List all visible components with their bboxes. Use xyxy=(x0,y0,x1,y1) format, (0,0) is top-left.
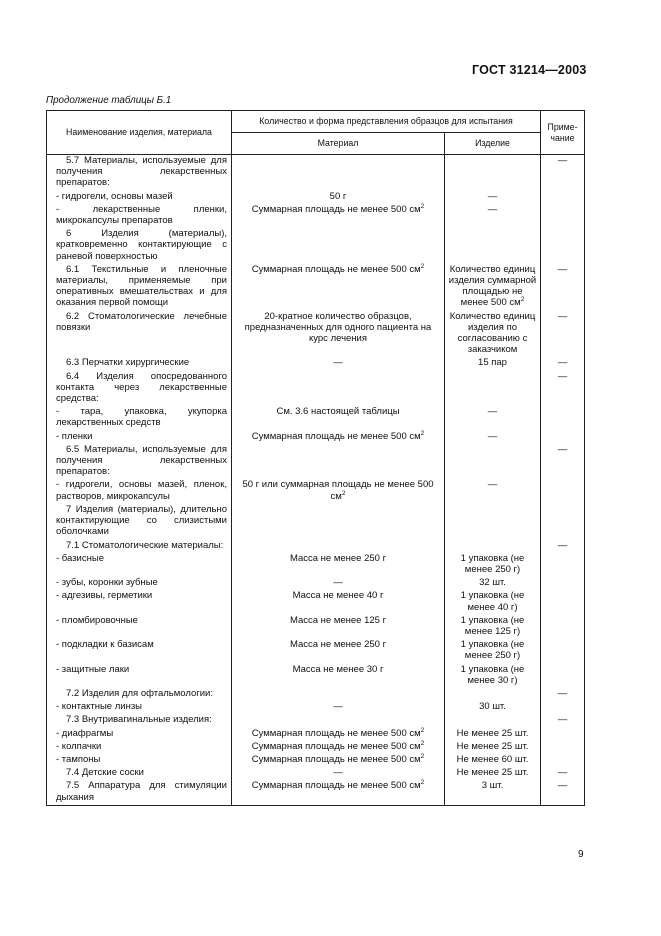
header-product: Изделие xyxy=(445,133,541,155)
row-note xyxy=(541,406,585,430)
row-note: — xyxy=(541,311,585,358)
row-product-text: — xyxy=(487,203,498,215)
table-row xyxy=(47,431,585,444)
row-material xyxy=(232,540,445,553)
row-note xyxy=(541,577,585,590)
row-note: — xyxy=(541,444,585,480)
table-row xyxy=(47,311,585,358)
row-material xyxy=(232,767,445,780)
row-material xyxy=(232,701,445,714)
unit-exponent: 2 xyxy=(420,202,425,210)
row-product xyxy=(445,577,541,590)
row-note xyxy=(541,191,585,204)
row-note xyxy=(541,228,585,264)
row-name: 6.5 Материалы, используемые для получения лекарственных препаратов: xyxy=(47,444,232,480)
row-name: - диафрагмы xyxy=(47,728,232,741)
row-name: - гидрогели, основы мазей xyxy=(47,191,232,204)
row-name: - пленки xyxy=(47,431,232,444)
table-row xyxy=(47,688,585,701)
row-name: - колпачки xyxy=(47,741,232,754)
row-material-text: Суммарная площадь не менее 500 см xyxy=(251,780,421,792)
row-product-text: 32 шт. xyxy=(479,577,506,589)
row-name: 7.4 Детские соски xyxy=(47,767,232,780)
row-product-text: Не менее 25 шт. xyxy=(456,767,529,779)
row-product xyxy=(445,664,541,688)
row-name: 6.2 Стоматологические лечебные повязки xyxy=(47,311,232,358)
row-material xyxy=(232,479,445,503)
table-body xyxy=(47,155,585,806)
row-material xyxy=(232,754,445,767)
row-note: — xyxy=(541,714,585,727)
row-material-text: См. 3.6 настоящей таблицы xyxy=(276,406,400,418)
row-product-text: Не менее 25 шт. xyxy=(456,740,529,752)
row-name: - гидрогели, основы мазей, пленок, растворов, микрокапсулы xyxy=(47,479,232,503)
row-product-text: Количество единиц изделия по согласованию с заказчиком xyxy=(449,310,536,356)
table-row xyxy=(47,639,585,663)
row-note: — xyxy=(541,540,585,553)
row-product xyxy=(445,741,541,754)
row-product xyxy=(445,728,541,741)
row-material xyxy=(232,357,445,370)
row-product xyxy=(445,590,541,614)
row-name: 7.5 Аппаратура для стимуляции дыхания xyxy=(47,780,232,805)
row-product-text: — xyxy=(487,406,498,418)
table-row xyxy=(47,701,585,714)
row-product xyxy=(445,228,541,264)
row-product xyxy=(445,780,541,805)
row-material xyxy=(232,191,445,204)
table-row xyxy=(47,664,585,688)
row-product-text: — xyxy=(487,190,498,202)
row-note xyxy=(541,701,585,714)
header-note: Приме-чание xyxy=(541,111,585,155)
row-note xyxy=(541,728,585,741)
row-note: — xyxy=(541,767,585,780)
header-name: Наименование изделия, материала xyxy=(47,111,232,155)
row-product-text: 1 упаковка (не менее 125 г) xyxy=(460,614,525,637)
row-product xyxy=(445,540,541,553)
row-material-text: Суммарная площадь не менее 500 см xyxy=(251,203,421,215)
row-name: - пломбировочные xyxy=(47,615,232,639)
row-name: - тара, упаковка, укупорка лекарственных средств xyxy=(47,406,232,430)
row-product-text: 30 шт. xyxy=(479,701,506,713)
unit-exponent: 2 xyxy=(420,779,425,787)
table-row xyxy=(47,204,585,228)
row-product xyxy=(445,688,541,701)
row-material xyxy=(232,155,445,191)
row-material xyxy=(232,553,445,577)
table-row xyxy=(47,590,585,614)
table-row xyxy=(47,540,585,553)
table-row xyxy=(47,741,585,754)
row-name: - базисные xyxy=(47,553,232,577)
unit-exponent: 2 xyxy=(420,429,425,437)
unit-exponent: 2 xyxy=(420,262,425,270)
table-caption: Продолжение таблицы Б.1 xyxy=(46,95,172,106)
row-name: 5.7 Материалы, используемые для получения лекарственных препаратов: xyxy=(47,155,232,191)
row-material xyxy=(232,504,445,540)
row-product-text: — xyxy=(487,479,498,491)
table-row xyxy=(47,479,585,503)
row-material-text: — xyxy=(333,767,343,779)
header-material: Материал xyxy=(232,133,445,155)
row-material-text: Суммарная площадь не менее 500 см xyxy=(251,263,421,275)
row-product-text: 1 упаковка (не менее 250 г) xyxy=(460,639,525,662)
table-row xyxy=(47,767,585,780)
row-product xyxy=(445,444,541,480)
page-number: 9 xyxy=(578,849,584,860)
row-product xyxy=(445,311,541,358)
row-material-text: 20-кратное количество образцов, предназначенных для одного пациента на курс лечения xyxy=(244,310,432,345)
row-material xyxy=(232,615,445,639)
row-name: 7.1 Стоматологические материалы: xyxy=(47,540,232,553)
row-name: 7 Изделия (материалы), длительно контактирующие со слизистыми оболочками xyxy=(47,504,232,540)
unit-exponent: 2 xyxy=(420,739,425,747)
row-material-text: Суммарная площадь не менее 500 см xyxy=(251,430,421,442)
row-name: - лекарственные пленки, микрокапсулы препаратов xyxy=(47,204,232,228)
row-name: - адгезивы, герметики xyxy=(47,590,232,614)
row-product xyxy=(445,479,541,503)
table-row xyxy=(47,264,585,311)
row-material xyxy=(232,371,445,407)
row-material-text: — xyxy=(333,577,343,589)
row-product-text: 3 шт. xyxy=(481,780,504,792)
row-material xyxy=(232,577,445,590)
row-name: 6.1 Текстильные и пленочные материалы, применяемые при оперативных вмешательствах и для оказания первой помощи xyxy=(47,264,232,311)
row-product xyxy=(445,431,541,444)
row-material xyxy=(232,431,445,444)
table-row xyxy=(47,444,585,480)
header-group: Количество и форма представления образцов для испытания xyxy=(232,111,541,133)
table-row xyxy=(47,728,585,741)
row-product xyxy=(445,767,541,780)
row-note: — xyxy=(541,780,585,805)
row-product xyxy=(445,639,541,663)
row-name: - подкладки к базисам xyxy=(47,639,232,663)
samples-table xyxy=(46,110,585,806)
table-row xyxy=(47,155,585,191)
row-name: - зубы, коронки зубные xyxy=(47,577,232,590)
row-product-text: 15 пар xyxy=(478,357,507,369)
table-row xyxy=(47,780,585,805)
row-note xyxy=(541,479,585,503)
row-material-text: Масса не менее 40 г xyxy=(292,590,384,602)
row-product xyxy=(445,357,541,370)
row-material xyxy=(232,264,445,311)
row-product xyxy=(445,504,541,540)
row-name: - контактные линзы xyxy=(47,701,232,714)
row-material-text: Масса не менее 250 г xyxy=(289,639,387,651)
row-name: - тампоны xyxy=(47,754,232,767)
row-note xyxy=(541,204,585,228)
row-product xyxy=(445,714,541,727)
table-row xyxy=(47,357,585,370)
row-name: 6.4 Изделия опосредованного контакта через лекарственные средства: xyxy=(47,371,232,407)
row-material-text: Масса не менее 30 г xyxy=(292,663,384,675)
row-material-text: Суммарная площадь не менее 500 см xyxy=(251,753,421,765)
row-material xyxy=(232,311,445,358)
row-note xyxy=(541,639,585,663)
table-row xyxy=(47,191,585,204)
row-material xyxy=(232,664,445,688)
row-product-text: Количество единиц изделия суммарной площадью не менее 500 см xyxy=(448,263,537,309)
row-product-text: Не менее 25 шт. xyxy=(456,727,529,739)
row-material xyxy=(232,444,445,480)
row-material-text: Масса не менее 125 г xyxy=(289,614,387,626)
row-material xyxy=(232,639,445,663)
row-material-text: Суммарная площадь не менее 500 см xyxy=(251,740,421,752)
row-material xyxy=(232,590,445,614)
row-product xyxy=(445,264,541,311)
table-row xyxy=(47,577,585,590)
row-note xyxy=(541,615,585,639)
table-row xyxy=(47,371,585,407)
table-row xyxy=(47,714,585,727)
row-name: - защитные лаки xyxy=(47,664,232,688)
row-product xyxy=(445,371,541,407)
row-note: — xyxy=(541,688,585,701)
row-material-text: — xyxy=(333,701,343,713)
row-material-text: Масса не менее 250 г xyxy=(289,552,387,564)
row-note: — xyxy=(541,155,585,191)
row-material xyxy=(232,406,445,430)
unit-exponent: 2 xyxy=(420,726,425,734)
table-row xyxy=(47,504,585,540)
row-name: 7.2 Изделия для офтальмологии: xyxy=(47,688,232,701)
row-product xyxy=(445,191,541,204)
row-note xyxy=(541,590,585,614)
table-row xyxy=(47,754,585,767)
unit-exponent: 2 xyxy=(420,752,425,760)
row-product-text: 1 упаковка (не менее 40 г) xyxy=(460,590,525,613)
row-note xyxy=(541,664,585,688)
row-product-text: 1 упаковка (не менее 30 г) xyxy=(460,663,525,686)
row-note xyxy=(541,754,585,767)
row-material-text: 50 г или суммарная площадь не менее 500 см xyxy=(242,479,434,502)
row-material xyxy=(232,780,445,805)
table-row xyxy=(47,553,585,577)
row-product xyxy=(445,615,541,639)
unit-exponent: 2 xyxy=(341,489,346,497)
row-note xyxy=(541,741,585,754)
row-product-text: Не менее 60 шт. xyxy=(456,753,529,765)
row-material-text: — xyxy=(333,357,343,369)
row-name: 7.3 Внутривагинальные изделия: xyxy=(47,714,232,727)
row-product xyxy=(445,155,541,191)
row-product xyxy=(445,553,541,577)
row-material-text: Суммарная площадь не менее 500 см xyxy=(251,727,421,739)
table-row xyxy=(47,228,585,264)
row-product xyxy=(445,204,541,228)
row-product-text: — xyxy=(487,430,498,442)
row-product-text: 1 упаковка (не менее 250 г) xyxy=(460,552,525,575)
row-name: 6 Изделия (материалы), кратковременно контактирующие с раневой поверхностью xyxy=(47,228,232,264)
row-note xyxy=(541,504,585,540)
row-material xyxy=(232,688,445,701)
row-material xyxy=(232,741,445,754)
row-material xyxy=(232,204,445,228)
row-note: — xyxy=(541,264,585,311)
row-product xyxy=(445,406,541,430)
document-code: ГОСТ 31214—2003 xyxy=(472,63,587,77)
row-note xyxy=(541,553,585,577)
row-product xyxy=(445,754,541,767)
row-note: — xyxy=(541,371,585,407)
table-row xyxy=(47,406,585,430)
row-product xyxy=(445,701,541,714)
row-material xyxy=(232,714,445,727)
row-material xyxy=(232,728,445,741)
row-material-text: 50 г xyxy=(329,190,347,202)
row-name: 6.3 Перчатки хирургические xyxy=(47,357,232,370)
table-row xyxy=(47,615,585,639)
unit-exponent: 2 xyxy=(520,296,525,304)
row-note: — xyxy=(541,357,585,370)
row-material xyxy=(232,228,445,264)
row-note xyxy=(541,431,585,444)
